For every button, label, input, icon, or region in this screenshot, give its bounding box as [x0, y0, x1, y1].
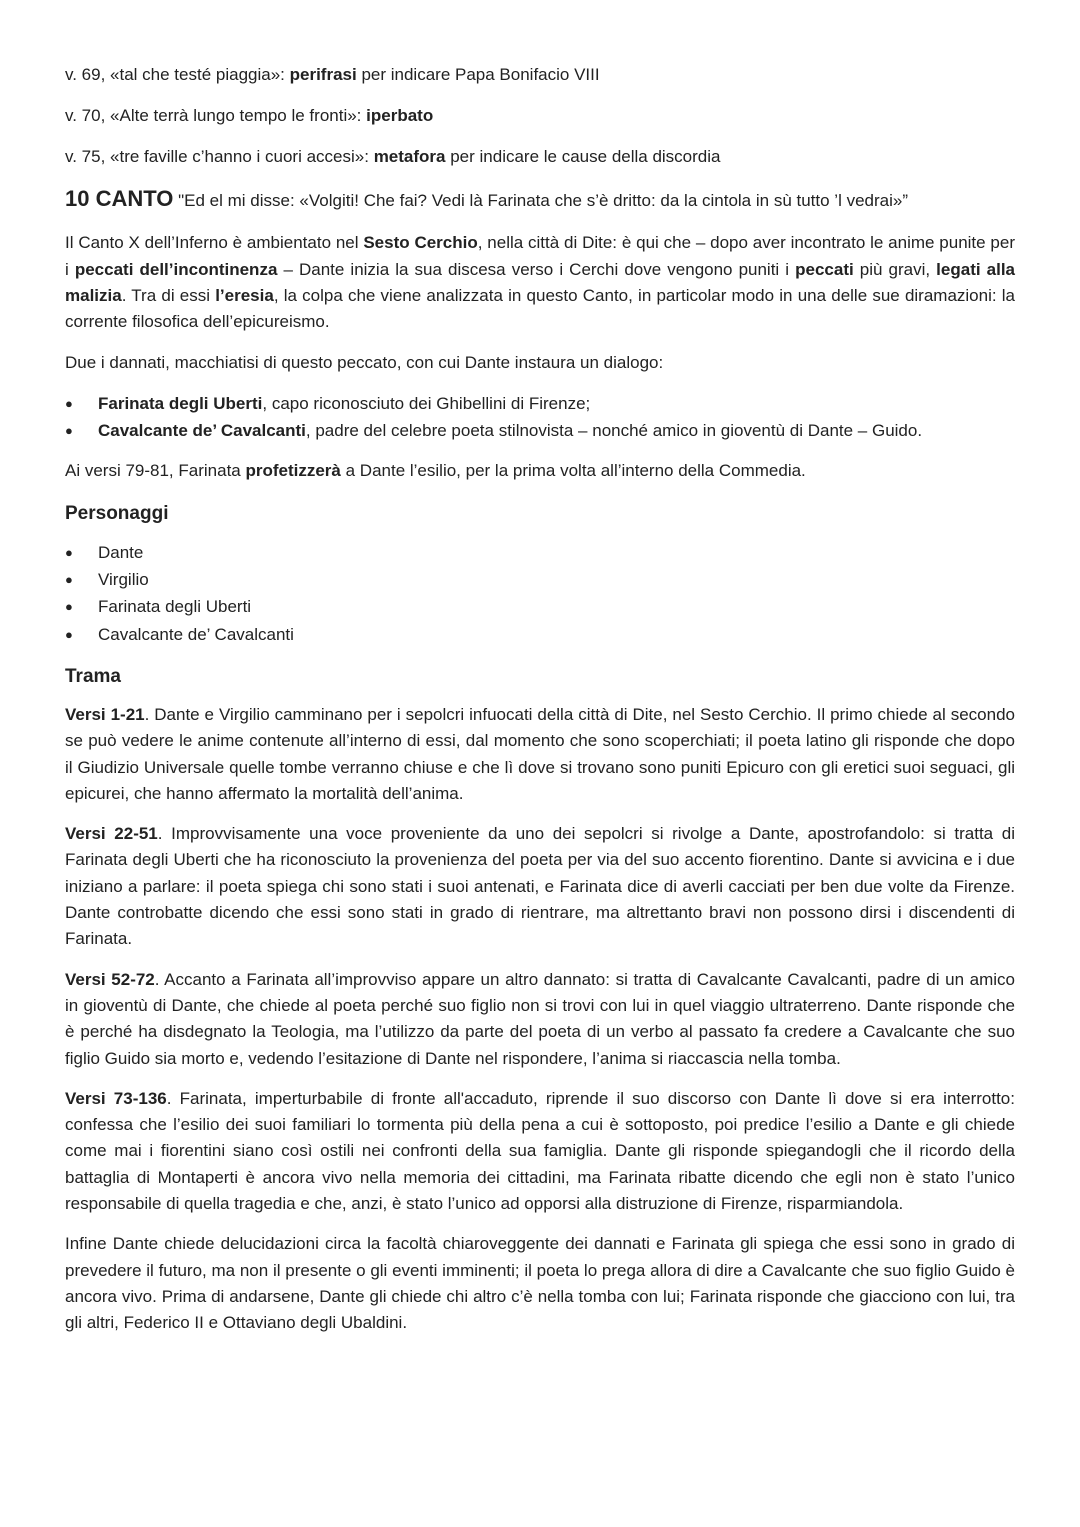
- characters-list: [65, 539, 1015, 648]
- document-page: [65, 62, 1015, 1350]
- figure-note: v. 70, «Alte terrà lungo tempo le fronti»: iperbato: [65, 105, 434, 125]
- canto-title: 10 CANTO: [65, 186, 174, 212]
- list-item: ● Farinata degli Uberti: [65, 593, 1015, 620]
- plot-paragraph: Versi 52-72. Accanto a Farinata all’improvviso appare un altro dannato: si tratta di Cavalcante Cavalcanti, padre di un amico in gioventù di Dante, che chiede al poeta perché suo figlio non si trovi con lui in quel viaggio ultraterreno. Dante risponde che è perché ha disdegnato la Teologia, ma l’utilizzo da parte del poeta di un verbo al passato fa credere a Cavalcante che suo figlio Guido sia morto e, vedendo l’esitazione di Dante nel rispondere, l’anima si riaccascia nella tomba.: [65, 969, 1015, 1068]
- plot-paragraph: Versi 22-51. Improvvisamente una voce proveniente da uno dei sepolcri si rivolge a Dante, apostrofandolo: si tratta di Farinata degli Uberti che ha riconosciuto la provenienza del poeta per via del suo accento fiorentino. Dante si avvicina e i due iniziano a parlare: il poeta spiega chi sono stati i suoi antenati, e Farinata dice di averli cacciati per ben due volte da Firenze. Dante controbatte dicendo che essi sono stati in grado di rientrare, ma altrettanto bravi non possono dirsi i discendenti di Farinata.: [65, 824, 1015, 949]
- figure-note: v. 69, «tal che testé piaggia»: perifrasi per indicare Papa Bonifacio VIII: [65, 65, 600, 84]
- plot-paragraph: Versi 73-136. Farinata, imperturbabile di fronte all'accaduto, riprende il suo discorso con Dante lì dove si era interrotto: confessa che l’esilio dei suoi familiari lo tormenta più della pena a cui è sottoposto, poi predice l’esilio a Dante e gli chiede come mai i fiorentini siano così ostili nei confronti della sua famiglia. Dante gli risponde spiegandogli che il ricordo della battaglia di Montaperti è ancora vivo nella memoria dei cittadini, ma Farinata ribatte dicendo che egli non è stato l’unico responsabile di quella tragedia e che, anzi, è stato l’unico ad opporsi alla distruzione di Firenze, risparmiandola.: [65, 1088, 1015, 1213]
- list-item: ● Virgilio: [65, 566, 1015, 593]
- damned-intro: Due i dannati, macchiatisi di questo peccato, con cui Dante instaura un dialogo:: [65, 352, 664, 372]
- canto-heading: [65, 184, 1015, 216]
- intro-paragraph: Il Canto X dell’Inferno è ambientato nel Sesto Cerchio, nella città di Dite: è qui che – dopo aver incontrato le anime punite per i peccati dell’incontinenza – Dante inizia la sua discesa verso i Cerchi dove vengono puniti i peccati più gravi, legati alla malizia. Tra di essi l’eresia, la colpa che viene analizzata in questo Canto, in particolar modo in una delle sue diramazioni: la corrente filosofica dell’epicureismo.: [65, 233, 1016, 332]
- list-item: ● Cavalcante de’ Cavalcanti, padre del celebre poeta stilnovista – nonché amico in gioventù di Dante – Guido.: [65, 417, 1015, 444]
- closing-paragraph: Infine Dante chiede delucidazioni circa la facoltà chiaroveggente dei dannati e Farinata gli spiega che essi sono in grado di prevedere il futuro, ma non il presente o gli eventi imminenti; il poeta lo prega allora di dire a Cavalcante che suo figlio Guido è ancora vivo. Prima di andarsene, Dante gli chiede chi altro c’è nella tomba con lui; Farinata risponde che giacciono con lui, tra gli altri, Federico II e Ottaviano degli Ubaldini.: [65, 1234, 1015, 1333]
- prophecy-paragraph: Ai versi 79-81, Farinata profetizzerà a Dante l’esilio, per la prima volta all’interno della Commedia.: [65, 461, 806, 481]
- list-item: ● Farinata degli Uberti, capo riconosciuto dei Ghibellini di Firenze;: [65, 390, 1015, 417]
- list-item: ● Dante: [65, 539, 1015, 566]
- plot-heading: Trama: [65, 665, 121, 687]
- list-item: ● Cavalcante de’ Cavalcanti: [65, 621, 1015, 648]
- figure-note: v. 75, «tre faville c’hanno i cuori accesi»: metafora per indicare le cause della discordia: [65, 146, 721, 166]
- canto-quote: "Ed el mi disse: «Volgiti! Che fai? Vedi là Farinata che s’è dritto: da la cintola in sù tutto ’l vedrai»”: [173, 191, 908, 211]
- characters-heading: Personaggi: [65, 502, 169, 524]
- plot-paragraph: Versi 1-21. Dante e Virgilio camminano per i sepolcri infuocati della città di Dite, nel Sesto Cerchio. Il primo chiede al secondo se può vedere le anime contenute all’interno di essi, dal momento che sono scoperchiati; il poeta latino gli risponde che dopo il Giudizio Universale quelle tombe verranno chiuse e che lì dove si trovano sono puniti Epicuro con gli eretici suoi seguaci, gli epicurei, che hanno affermato la mortalità dell’anima.: [65, 704, 1015, 803]
- damned-list: [65, 390, 1015, 445]
